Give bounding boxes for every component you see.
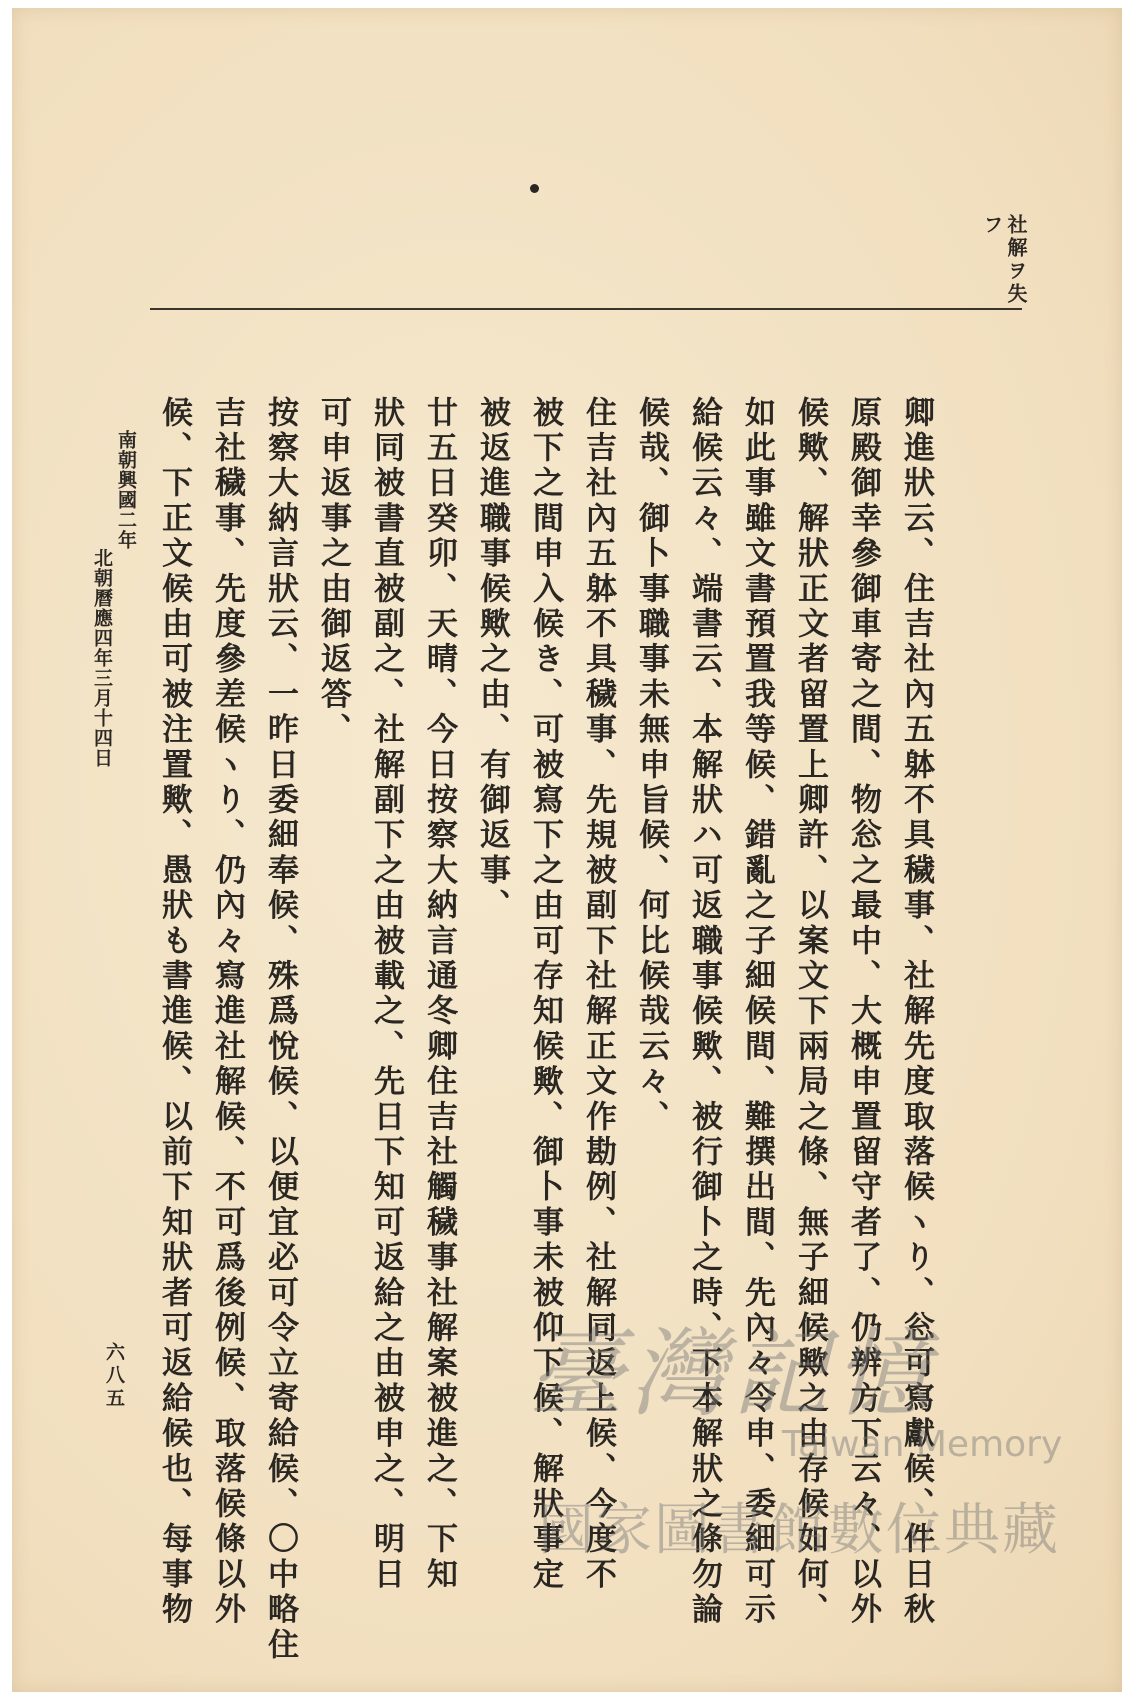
footer-date-line: 北朝曆應四年三月十四日	[91, 548, 113, 768]
body-column-2: 原殿御幸參御車寄之間、物忩之最中、大概申置留守者了、仍辨方下云々、以外	[845, 396, 881, 1628]
footer-era-line: 南朝興國二年	[115, 430, 137, 550]
body-column-8: 被下之間申入候き、可被寫下之由可存知候歟、御卜事未被仰下候、解狀事定	[527, 396, 563, 1593]
watermark-english: Taiwan Memory	[782, 1424, 1063, 1465]
body-column-13: 按察大納言狀云、一昨日委細奉候、殊爲悅候、以便宜必可令立寄給候、〇中略住	[262, 396, 298, 1664]
body-column-7: 住吉社內五躰不具穢事、先規被副下社解正文作勘例、社解同返上候、今度不	[580, 396, 616, 1593]
body-column-5: 給候云々、端書云、本解狀ハ可返職事候歟、被行御卜之時、下本解狀之條勿論	[686, 396, 722, 1628]
page-number: 六八五	[103, 1342, 125, 1411]
body-column-3: 候歟、解狀正文者留置上卿許、以案文下兩局之條、無子細候歟之由存候如何、	[792, 396, 828, 1628]
body-column-1: 卿進狀云、住吉社內五躰不具穢事、社解先度取落候ヽり、忩可寫獻候、件日秋	[898, 396, 934, 1628]
body-column-9: 被返進職事候歟之由、有御返事、	[474, 396, 510, 924]
printer-mark	[530, 184, 539, 193]
running-head-line-1: 社解ヲ失	[1004, 214, 1028, 306]
watermark-chinese: 國家圖書館數位典藏	[538, 1498, 1060, 1563]
body-column-14: 吉社穢事、先度參差候ヽり、仍內々寫進社解候、不可爲後例候、取落候條以外	[209, 396, 245, 1628]
body-column-12: 可申返事之由御返答、	[315, 396, 351, 748]
body-column-15: 候、下正文候由可被注置歟、愚狀も書進候、以前下知狀者可返給候也、每事物	[156, 396, 192, 1628]
header-rule	[150, 308, 1022, 310]
body-column-4: 如此事雖文書預置我等候、錯亂之子細候間、難撰出間、先內々令申、委細可示	[739, 396, 775, 1628]
body-column-10: 廿五日癸卯、天晴、今日按察大納言通冬卿住吉社觸穢事社解案被進之、下知	[421, 396, 457, 1593]
body-column-11: 狀同被書直被副之、社解副下之由被載之、先日下知可返給之由被申之、明日	[368, 396, 404, 1593]
document-page	[12, 8, 1122, 1692]
watermark-script: 臺灣記憶	[528, 1318, 936, 1430]
running-head	[982, 214, 1026, 334]
body-column-6: 候哉、御卜事職事未無申旨候、何比候哉云々、	[633, 396, 669, 1136]
running-head-line-2: フ	[980, 214, 1004, 237]
